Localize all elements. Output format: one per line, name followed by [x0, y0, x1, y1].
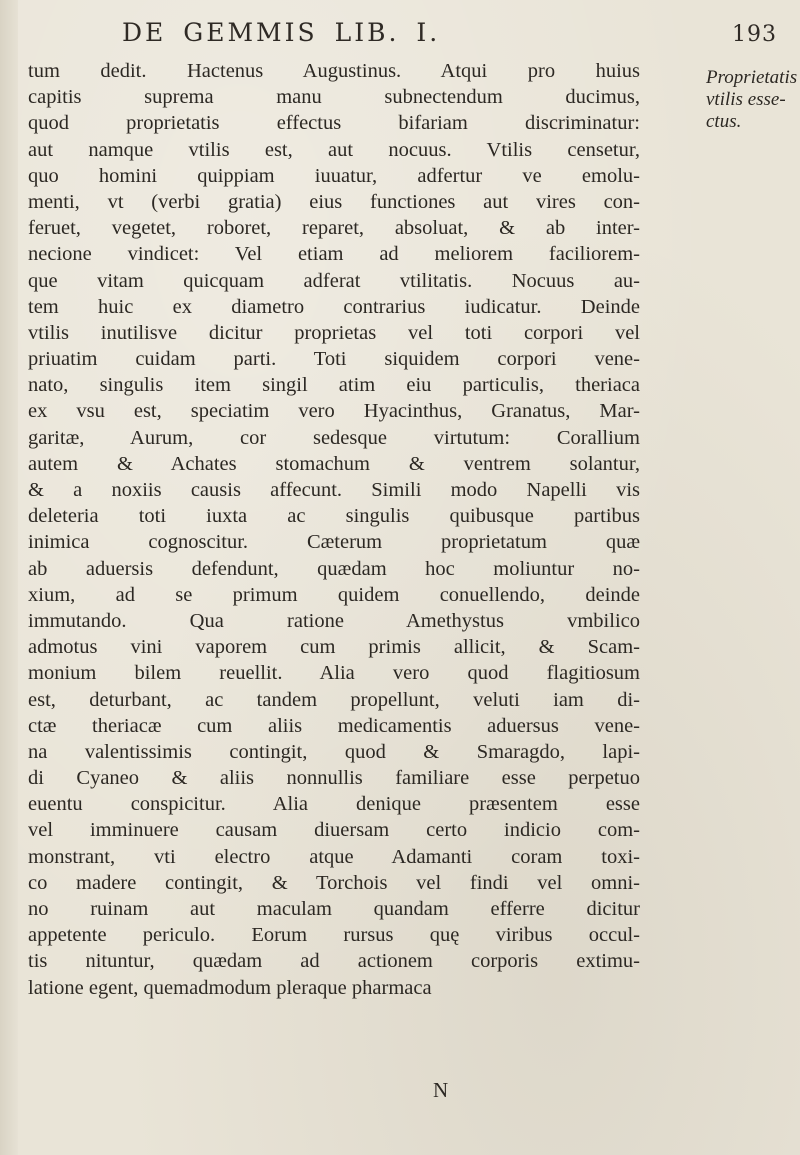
- marginal-note-line: ctus.: [706, 111, 742, 132]
- text-line: est, deturbant, ac tandem propellunt, veluti iam di-: [28, 688, 640, 711]
- text-line: quod proprietatis effectus bifariam discriminatur:: [28, 112, 640, 135]
- text-line: vel imminuere causam diuersam certo indicio com-: [28, 819, 640, 842]
- body-text: [28, 58, 640, 1001]
- text-line: immutando. Qua ratione Amethystus vmbilico: [28, 609, 640, 632]
- marginal-note-line: vtilis esse-: [706, 89, 786, 110]
- text-line: na valentissimis contingit, quod & Smaragdo, lapi-: [28, 740, 640, 763]
- text-line: tis nituntur, quædam ad actionem corporis extimu-: [28, 950, 640, 973]
- page-gutter: [0, 0, 18, 1155]
- text-line: monstrant, vti electro atque Adamanti coram toxi-: [28, 845, 640, 868]
- signature-mark: N: [433, 1078, 449, 1102]
- text-line: latione egent, quemadmodum pleraque pharmaca: [28, 976, 432, 999]
- text-line: & a noxiis causis affecunt. Simili modo Napelli vis: [28, 479, 640, 501]
- text-line: vtilis inutilisve dicitur proprietas vel toti corpori vel: [28, 321, 640, 344]
- text-line: ab aduersis defendunt, quædam hoc moliuntur no-: [28, 557, 640, 580]
- text-line: autem & Achates stomachum & ventrem solantur,: [28, 452, 640, 475]
- text-line: que vitam quicquam adferat vtilitatis. Nocuus au-: [28, 269, 640, 292]
- text-line: euentu conspicitur. Alia denique præsentem esse: [28, 793, 640, 816]
- text-line: necione vindicet: Vel etiam ad meliorem faciliorem-: [28, 243, 640, 266]
- text-line: feruet, vegetet, roboret, reparet, absoluat, & ab inter-: [28, 217, 640, 240]
- marginal-note-line: Proprietatis: [706, 67, 798, 88]
- text-line: capitis suprema manu subnectendum ducimus,: [28, 86, 640, 109]
- text-line: quo homini quippiam iuuatur, adfertur ve emolu-: [28, 164, 640, 187]
- text-line: ctæ theriacæ cum aliis medicamentis aduersus vene-: [28, 714, 640, 737]
- marginal-note: [706, 67, 800, 133]
- text-line: no ruinam aut maculam quandam efferre dicitur: [28, 898, 640, 920]
- text-line: tem huic ex diametro contrarius iudicatur. Deinde: [28, 295, 640, 318]
- text-line: priuatim cuidam parti. Toti siquidem corpori vene-: [28, 348, 640, 371]
- running-head-title: DE GEMMIS LIB. I.: [122, 18, 441, 47]
- text-line: co madere contingit, & Torchois vel findi vel omni-: [28, 871, 640, 894]
- text-line: appetente periculo. Eorum rursus quę viribus occul-: [28, 924, 640, 947]
- running-head: [122, 18, 777, 52]
- page-number: 193: [732, 22, 777, 47]
- text-line: deleteria toti iuxta ac singulis quibusque partibus: [28, 505, 640, 528]
- text-line: ex vsu est, speciatim vero Hyacinthus, Granatus, Mar-: [28, 400, 640, 423]
- text-line: aut namque vtilis est, aut nocuus. Vtilis censetur,: [28, 138, 640, 161]
- text-line: di Cyaneo & aliis nonnullis familiare esse perpetuo: [28, 767, 640, 790]
- text-line: inimica cognoscitur. Cæterum proprietatum quæ: [28, 531, 640, 554]
- text-line: xium, ad se primum quidem conuellendo, deinde: [28, 583, 640, 606]
- text-line: tum dedit. Hactenus Augustinus. Atqui pro huius: [28, 60, 640, 82]
- text-line: monium bilem reuellit. Alia vero quod flagitiosum: [28, 662, 640, 685]
- text-line: menti, vt (verbi gratia) eius functiones aut vires con-: [28, 190, 640, 213]
- text-line: nato, singulis item singil atim eiu particulis, theriaca: [28, 374, 640, 397]
- text-line: garitæ, Aurum, cor sedesque virtutum: Corallium: [28, 426, 640, 449]
- text-line: admotus vini vaporem cum primis allicit, & Scam-: [28, 636, 640, 659]
